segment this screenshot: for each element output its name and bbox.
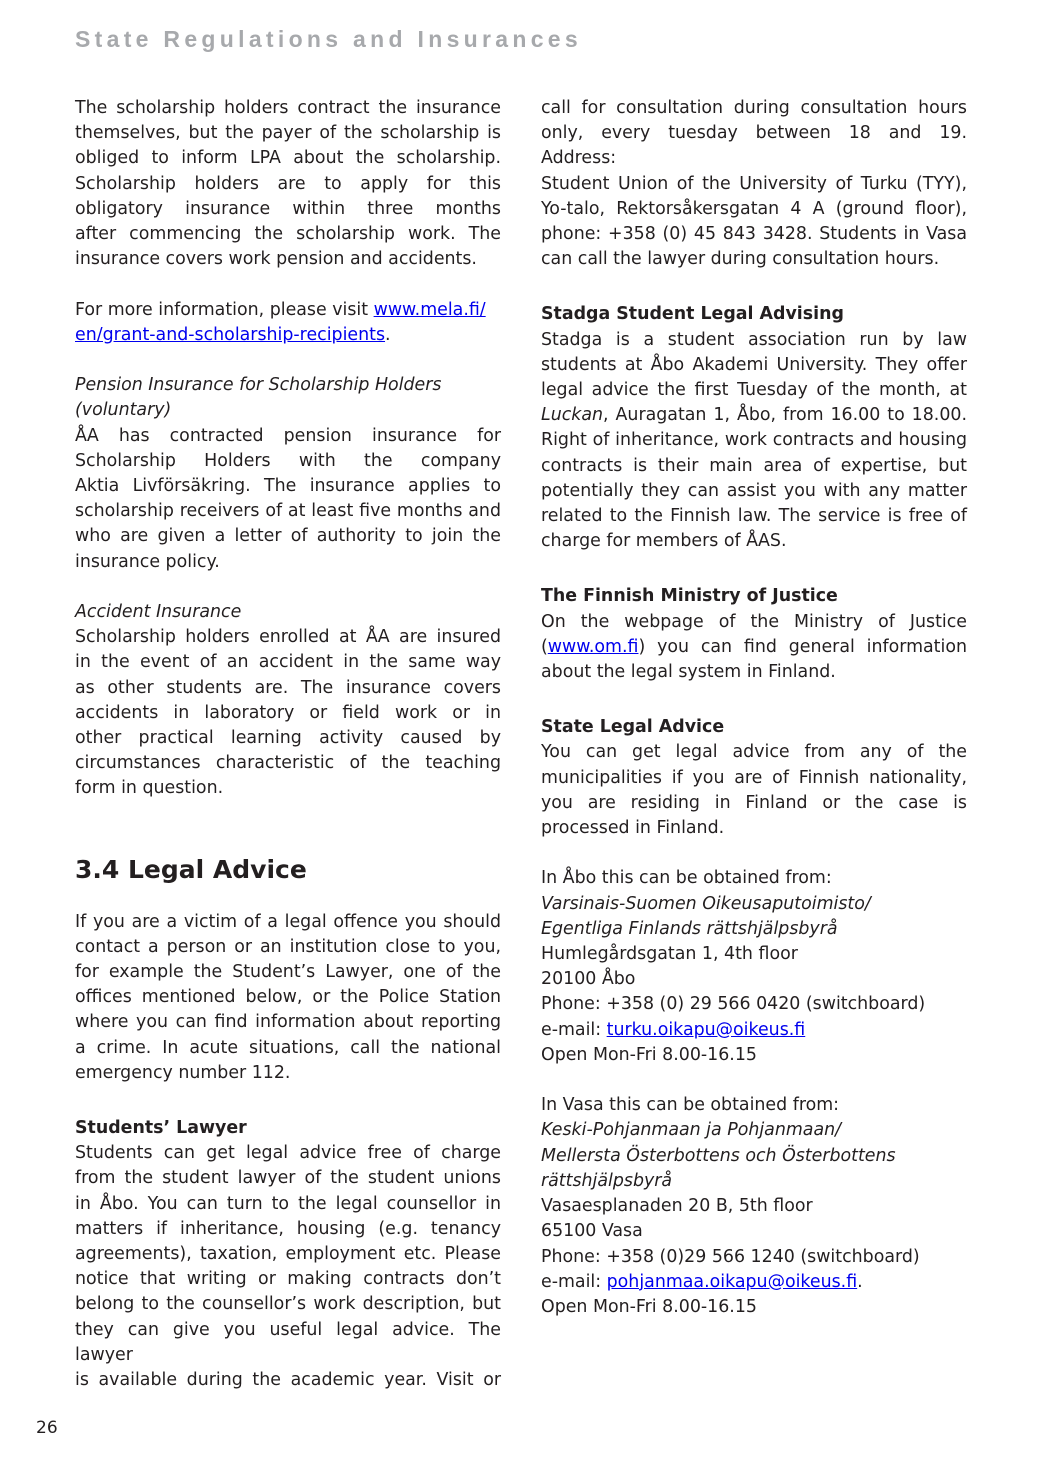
ministry-heading: The Finnish Ministry of Justice [541,586,838,607]
abo-email-link[interactable]: turku.oikapu@oikeus.fi [606,1019,806,1040]
om-link[interactable]: www.om.fi [547,636,639,657]
students-lawyer-paragraph: Students can get legal advice free of charge from the student lawyer of the student unions in Åbo. You can turn to the legal counsellor in matters if inheritance, housing (e.g. tenancy agreements), taxation, employment etc. Please notice that writing or making contracts don’t belong to the counsellor’s work description, but they can give you useful legal advice. The lawyer is available during the academic year. Visit or [75,1143,501,1391]
page-number: 26 [36,1418,58,1438]
more-info-paragraph: For more information, please visit www.mela.fi/ en/grant-and-scholarship-recipients. [75,299,486,345]
accident-insurance-heading: Accident Insurance [75,602,242,623]
abo-office-block: In Åbo this can be obtained from: Varsinais-Suomen Oikeusaputoimisto/ Egentliga Finlands rättshjälpsbyrå Humlegårdsgatan 1, 4th floor 20100 Åbo Phone: +358 (0) 29 566 0420 (switchboard) e-mail: turku.oikapu@oikeus.fi Open Mon-Fri 8.00-16.15 [541,868,926,1065]
running-head: State Regulations and Insurances [75,26,582,52]
state-legal-advice-paragraph: You can get legal advice from any of the municipalities if you are of Finnish nationality, you are residing in Finland or the case is processed in Finland. [541,742,967,839]
pension-insurance-paragraph: ÅA has contracted pension insurance for Scholarship Holders with the company Aktia Livförsäkring. The insurance applies to scholarship receivers of at least five months and who are given a letter of authority to join the insurance policy. [75,425,501,572]
scholarship-insurance-paragraph: The scholarship holders contract the insurance themselves, but the payer of the scholarship is obliged to inform LPA about the scholarship. Scholarship holders are to apply for this obligatory insurance within three months after commencing the scholarship work. The insurance covers work pension and accidents. [75,98,501,270]
stadga-paragraph: Stadga is a student association run by law students at Åbo Akademi University. They offer legal advice the first Tuesday of the month, at Luckan, Auragatan 1, Åbo, from 16.00 to 18.00. Right of inheritance, work contracts and housing contracts is their main area of expertise, but potentially they can assist you with any matter related to the Finnish law. The service is free of charge for members of ÅAS. [541,329,967,552]
vasa-office-block: In Vasa this can be obtained from: Keski-Pohjanmaan ja Pohjanmaan/ Mellersta Österbottens och Österbottens rättshjälpsbyrå Vasaesplanaden 20 B, 5th floor 65100 Vasa Phone: +358 (0)29 566 1240 (switchboard) e-mail: pohjanmaa.oikapu@oikeus.fi. Open Mon-Fri 8.00-16.15 [541,1095,920,1317]
right-column [541,96,967,1320]
section-heading-legal-advice: 3.4 Legal Advice [75,854,307,884]
state-legal-advice-heading: State Legal Advice [541,717,725,738]
left-column [75,96,501,1393]
ministry-paragraph: On the webpage of the Ministry of Justice (www.om.fi) you can find general information about the legal system in Finland. [541,611,967,683]
mela-link[interactable]: www.mela.fi/ en/grant-and-scholarship-recipients [75,299,486,345]
students-lawyer-continued: call for consultation during consultation hours only, every tuesday between 18 and 19. Address: Student Union of the University of Turku (TYY), Yo-talo, Rektorsåkersgatan 4 A (ground floor), phone: +358 (0) 45 843 3428. Students in Vasa can call the lawyer during consultation hours. [541,98,967,270]
stadga-heading: Stadga Student Legal Advising [541,304,844,325]
students-lawyer-heading: Students’ Lawyer [75,1118,247,1139]
accident-insurance-paragraph: Scholarship holders enrolled at ÅA are insured in the event of an accident in the same way as other students are. The insurance covers accidents in laboratory or field work or in other practical learning activity caused by circumstances characteristic of the teaching form in question. [75,627,501,799]
vasa-email-link[interactable]: pohjanmaa.oikapu@oikeus.fi [606,1271,858,1292]
pension-insurance-heading: Pension Insurance for Scholarship Holders (voluntary) [75,375,442,421]
legal-advice-intro-paragraph: If you are a victim of a legal offence you should contact a person or an institution close to you, for example the Student’s Lawyer, one of the offices mentioned below, or the Police Station where you can find information about reporting a crime. In acute situations, call the national emergency number 112. [75,911,501,1083]
